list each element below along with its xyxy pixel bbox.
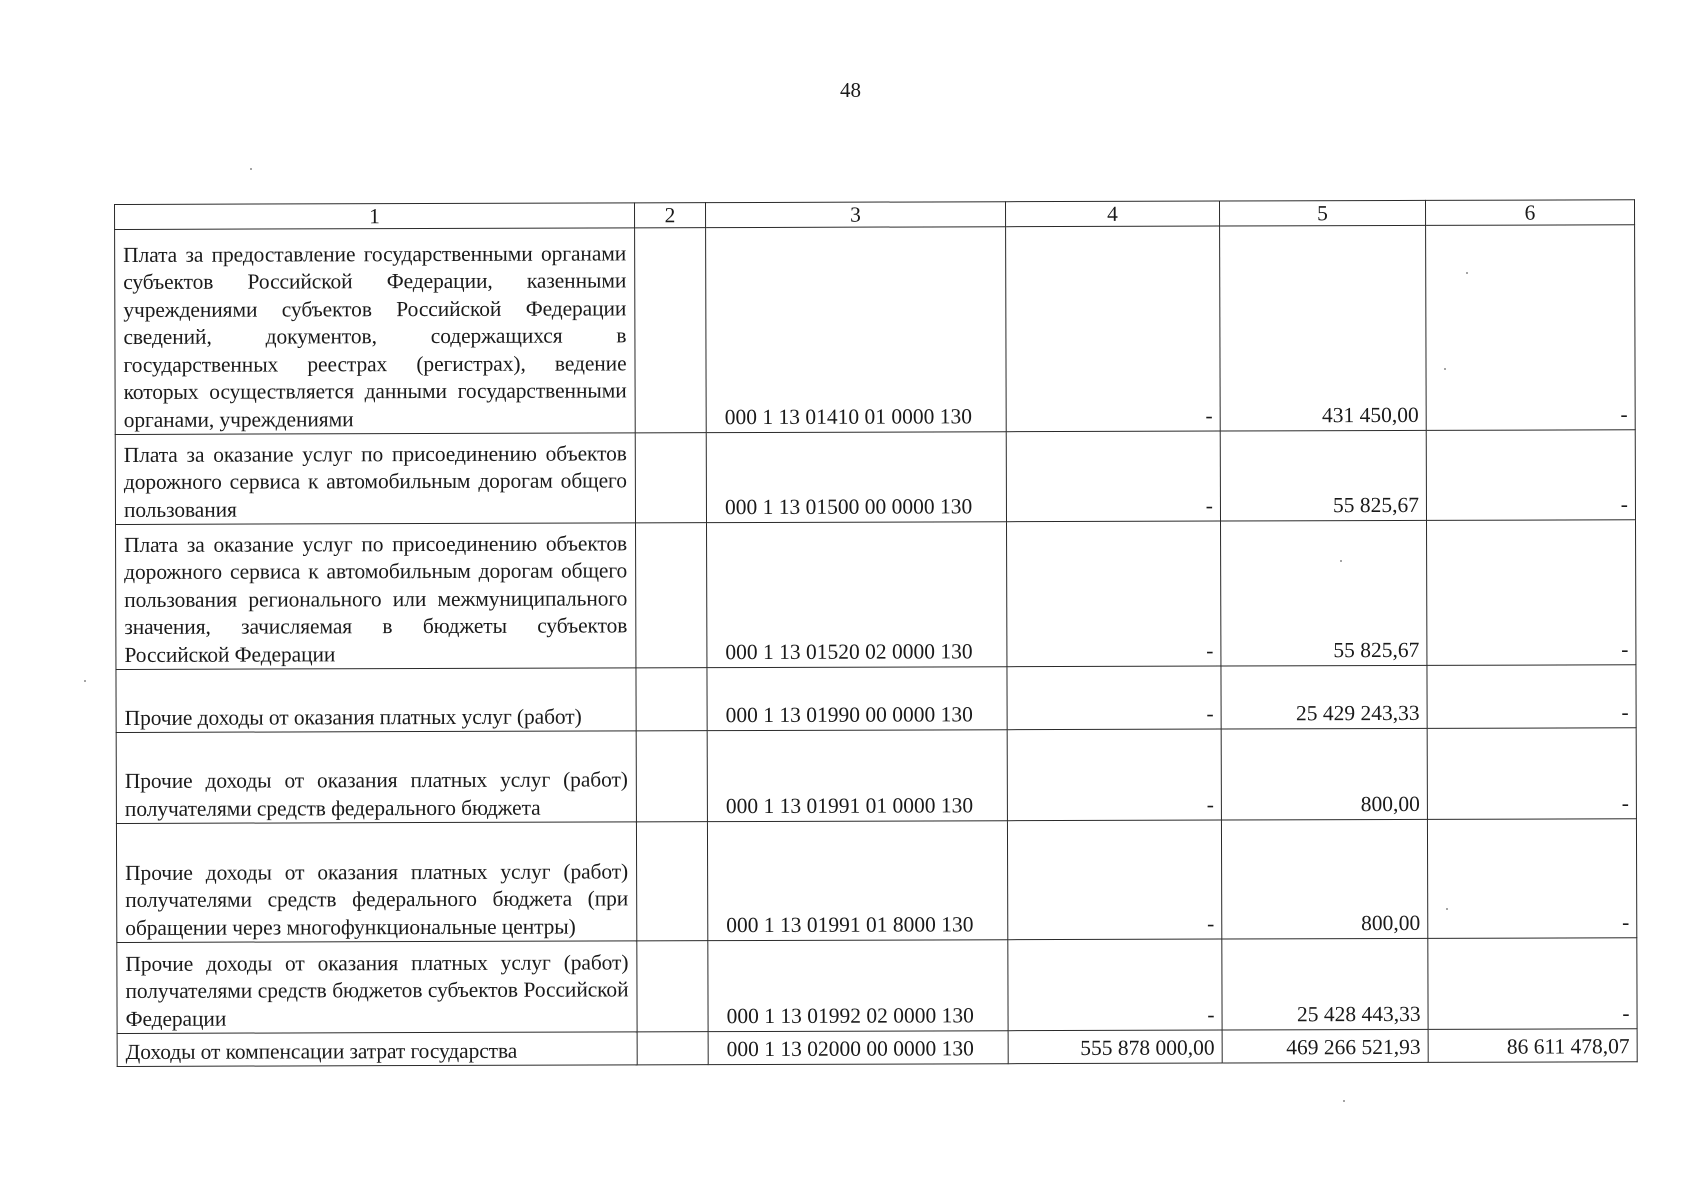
table-row xyxy=(116,665,1636,733)
row-col2 xyxy=(637,1032,708,1065)
row-code: 000 1 13 01991 01 8000 130 xyxy=(707,821,1007,941)
row-col6: - xyxy=(1426,225,1636,431)
row-col4: - xyxy=(1007,666,1221,730)
row-col5: 800,00 xyxy=(1221,819,1427,939)
table-row xyxy=(117,1029,1637,1067)
row-code: 000 1 13 01991 01 0000 130 xyxy=(707,730,1007,822)
header-col-6: 6 xyxy=(1425,200,1634,226)
scan-speck xyxy=(1444,368,1446,370)
row-col5: 25 429 243,33 xyxy=(1221,665,1427,729)
row-col6: - xyxy=(1427,665,1636,729)
row-col6: 86 611 478,07 xyxy=(1428,1029,1637,1063)
row-col6: - xyxy=(1428,938,1637,1030)
row-col5: 800,00 xyxy=(1221,728,1427,820)
table-row xyxy=(116,728,1636,824)
row-col2 xyxy=(636,668,707,731)
table-row xyxy=(115,430,1635,525)
row-col4: 555 878 000,00 xyxy=(1008,1030,1222,1064)
row-col2 xyxy=(636,523,707,668)
table-row xyxy=(116,520,1636,670)
row-col4: - xyxy=(1007,729,1221,821)
row-col5: 431 450,00 xyxy=(1220,225,1427,431)
row-col2 xyxy=(635,228,707,433)
row-col2 xyxy=(636,822,707,941)
row-name: Плата за предоставление государственными органами субъектов Российской Федерации, казенными учреждениями субъектов Российской Федерации сведений, документов, содержащихся в государственных реестрах (регистрах), ведение которых осуществляется данными государственными органами, учреждениями xyxy=(115,228,636,435)
row-code: 000 1 13 01992 02 0000 130 xyxy=(708,940,1008,1032)
row-col5: 55 825,67 xyxy=(1221,520,1427,666)
header-col-5: 5 xyxy=(1219,200,1425,226)
row-col4: - xyxy=(1006,226,1221,432)
row-col4: - xyxy=(1008,939,1222,1031)
scan-speck xyxy=(1340,560,1342,562)
row-col2 xyxy=(635,433,706,523)
row-code: 000 1 13 01990 00 0000 130 xyxy=(707,667,1007,731)
row-col5: 55 825,67 xyxy=(1220,430,1426,521)
row-col6: - xyxy=(1427,520,1636,666)
header-col-2: 2 xyxy=(634,203,705,228)
row-col6: - xyxy=(1427,728,1636,820)
row-col4: - xyxy=(1007,521,1221,667)
budget-table xyxy=(114,199,1638,1067)
row-col2 xyxy=(636,731,707,822)
row-col6: - xyxy=(1426,430,1635,521)
page-number: 48 xyxy=(840,78,861,102)
row-col4: - xyxy=(1006,431,1220,522)
header-col-4: 4 xyxy=(1005,201,1219,227)
scan-speck xyxy=(1446,908,1448,910)
row-name: Прочие доходы от оказания платных услуг (работ) получателями средств федерального бюджета (при обращении через многофункциональные центры) xyxy=(116,822,636,943)
header-col-1: 1 xyxy=(115,203,635,230)
scan-speck xyxy=(1343,1100,1345,1102)
scan-speck xyxy=(250,168,252,170)
scan-speck xyxy=(84,680,86,682)
table-row xyxy=(116,819,1636,943)
row-name: Плата за оказание услуг по присоединению объектов дорожного сервиса к автомобильным дорогам общего пользования xyxy=(115,433,635,525)
header-col-3: 3 xyxy=(705,202,1005,228)
budget-table-wrapper xyxy=(114,199,1637,1067)
row-name: Доходы от компенсации затрат государства xyxy=(117,1032,637,1067)
row-col2 xyxy=(637,941,708,1032)
row-code: 000 1 13 02000 00 0000 130 xyxy=(708,1031,1008,1065)
row-name: Плата за оказание услуг по присоединению объектов дорожного сервиса к автомобильным дорогам общего пользования регионального или межмуниципального значения, зачисляемая в бюджеты субъектов Российской Федерации xyxy=(116,523,636,670)
row-name: Прочие доходы от оказания платных услуг (работ) xyxy=(116,668,636,733)
row-code: 000 1 13 01500 00 0000 130 xyxy=(706,432,1006,523)
table-row xyxy=(115,225,1636,435)
table-row xyxy=(117,938,1637,1034)
row-code: 000 1 13 01410 01 0000 130 xyxy=(706,227,1007,433)
row-col6: - xyxy=(1427,819,1636,939)
row-col5: 469 266 521,93 xyxy=(1222,1029,1428,1063)
row-name: Прочие доходы от оказания платных услуг (работ) получателями средств федерального бюджета xyxy=(116,731,636,824)
row-col4: - xyxy=(1007,820,1221,940)
row-col5: 25 428 443,33 xyxy=(1222,938,1428,1030)
scan-speck xyxy=(1466,272,1468,274)
row-code: 000 1 13 01520 02 0000 130 xyxy=(707,522,1007,668)
row-name: Прочие доходы от оказания платных услуг (работ) получателями средств бюджетов субъектов Российской Федерации xyxy=(117,941,637,1034)
